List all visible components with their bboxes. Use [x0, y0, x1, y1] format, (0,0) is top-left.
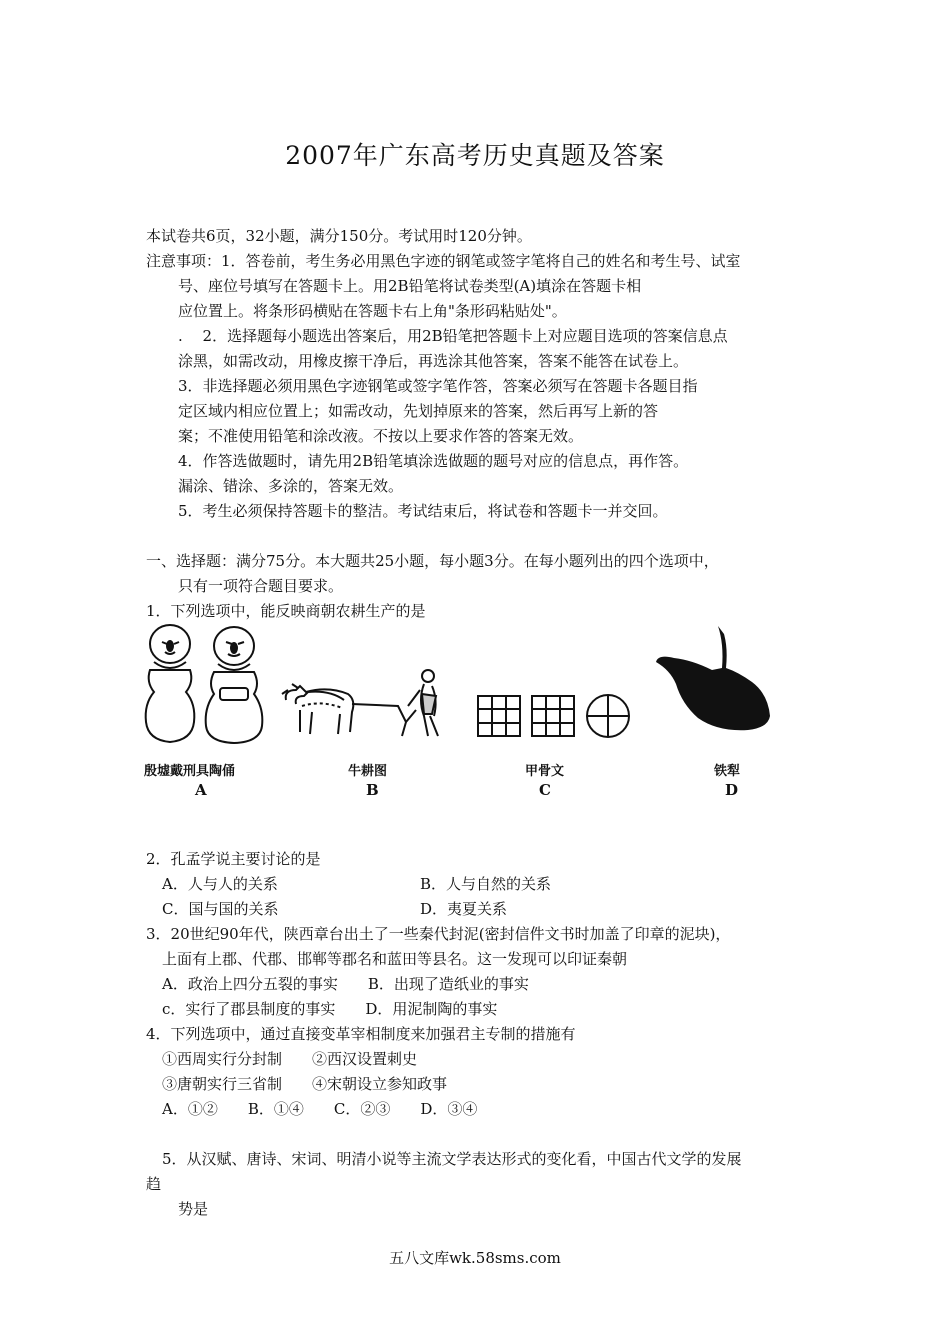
option-letter-d: D [725, 781, 739, 799]
caption-c: 甲骨文 [525, 764, 565, 779]
option-letter-b: B [366, 781, 379, 799]
q5-stem: 5．从汉赋、唐诗、宋词、明清小说等主流文学表达形式的变化看，中国古代文学的发展 [162, 1150, 742, 1168]
section-heading: 一、选择题：满分75分。本大题共25小题，每小题3分。在每小题列出的四个选项中， [146, 552, 719, 570]
q2-option-a: A．人与人的关系 [162, 875, 278, 893]
q2-stem: 2．孔孟学说主要讨论的是 [146, 850, 321, 868]
iron-plow-image [652, 624, 774, 736]
q4-items-1: ①西周实行分封制 ②西汉设置刺史 [162, 1050, 418, 1068]
q2-option-d: D．夷夏关系 [420, 900, 508, 918]
notice-line-2: 号、座位号填写在答题卡上。用2B铅笔将试卷类型(A)填涂在答题卡相 [178, 277, 642, 295]
q1-stem: 1．下列选项中，能反映商朝农耕生产的是 [146, 602, 426, 620]
notice-line-3: 应位置上。将条形码横贴在答题卡右上角"条形码粘贴处"。 [178, 302, 567, 320]
q3-stem-cont: 上面有上郡、代郡、邯郸等郡名和蓝田等县名。这一发现可以印证秦朝 [162, 950, 628, 968]
oracle-bone-image [472, 692, 638, 742]
notice-line-7: 定区域内相应位置上；如需改动，先划掉原来的答案，然后再写上新的答 [178, 402, 659, 420]
q5-stem-end: 势是 [178, 1200, 209, 1218]
q4-stem: 4．下列选项中，通过直接变革宰相制度来加强君主专制的措施有 [146, 1025, 576, 1043]
option-letter-c: C [539, 781, 551, 799]
notice-line-10: 漏涂、错涂、多涂的，答案无效。 [178, 477, 404, 495]
notice-line-9: 4．作答选做题时，请先用2B铅笔填涂选做题的题号对应的信息点，再作答。 [178, 452, 689, 470]
notice-line-5: 涂黑，如需改动，用橡皮擦干净后，再选涂其他答案，答案不能答在试卷上。 [178, 352, 689, 370]
caption-d: 铁犁 [714, 764, 741, 779]
q5-stem-cont: 趋 [146, 1175, 162, 1193]
notice-line-1: 注意事项：1．答卷前，考生务必用黑色字迹的钢笔或签字笔将自己的姓名和考生号、试室 [146, 252, 741, 270]
q4-options: A．①② B．①④ C．②③ D．③④ [162, 1100, 478, 1118]
q3-options-cd: c．实行了郡县制度的事实 D．用泥制陶的事实 [162, 1000, 498, 1018]
q2-option-b: B．人与自然的关系 [420, 875, 552, 893]
notice-line-8: 案；不准使用铅笔和涂改液。不按以上要求作答的答案无效。 [178, 427, 584, 445]
page-title: 2007年广东高考历史真题及答案 [285, 141, 665, 170]
notice-line-11: 5．考生必须保持答题卡的整洁。考试结束后，将试卷和答题卡一并交回。 [178, 502, 668, 520]
notice-line-4: . 2．选择题每小题选出答案后，用2B铅笔把答题卡上对应题目选项的答案信息点 [178, 327, 728, 345]
q3-options-ab: A．政治上四分五裂的事实 B．出现了造纸业的事实 [162, 975, 529, 993]
caption-b: 牛耕图 [348, 764, 388, 779]
q2-option-c: C．国与国的关系 [162, 900, 279, 918]
figurines-image [140, 622, 270, 747]
q4-items-2: ③唐朝实行三省制 ④宋朝设立参知政事 [162, 1075, 448, 1093]
section-heading-cont: 只有一项符合题目要求。 [178, 577, 344, 595]
intro-text: 本试卷共6页，32小题，满分150分。考试用时120分钟。 [146, 227, 532, 245]
caption-a: 殷墟戴刑具陶俑 [144, 764, 236, 779]
q3-stem: 3．20世纪90年代，陕西章台出土了一些秦代封泥(密封信件文书时加盖了印章的泥块)， [146, 925, 731, 943]
notice-line-6: 3．非选择题必须用黑色字迹钢笔或签字笔作答，答案必须写在答题卡各题目指 [178, 377, 698, 395]
ox-plowing-image [278, 660, 458, 748]
option-letter-a: A [195, 781, 207, 799]
page-footer: 五八文库wk.58sms.com [389, 1249, 561, 1267]
